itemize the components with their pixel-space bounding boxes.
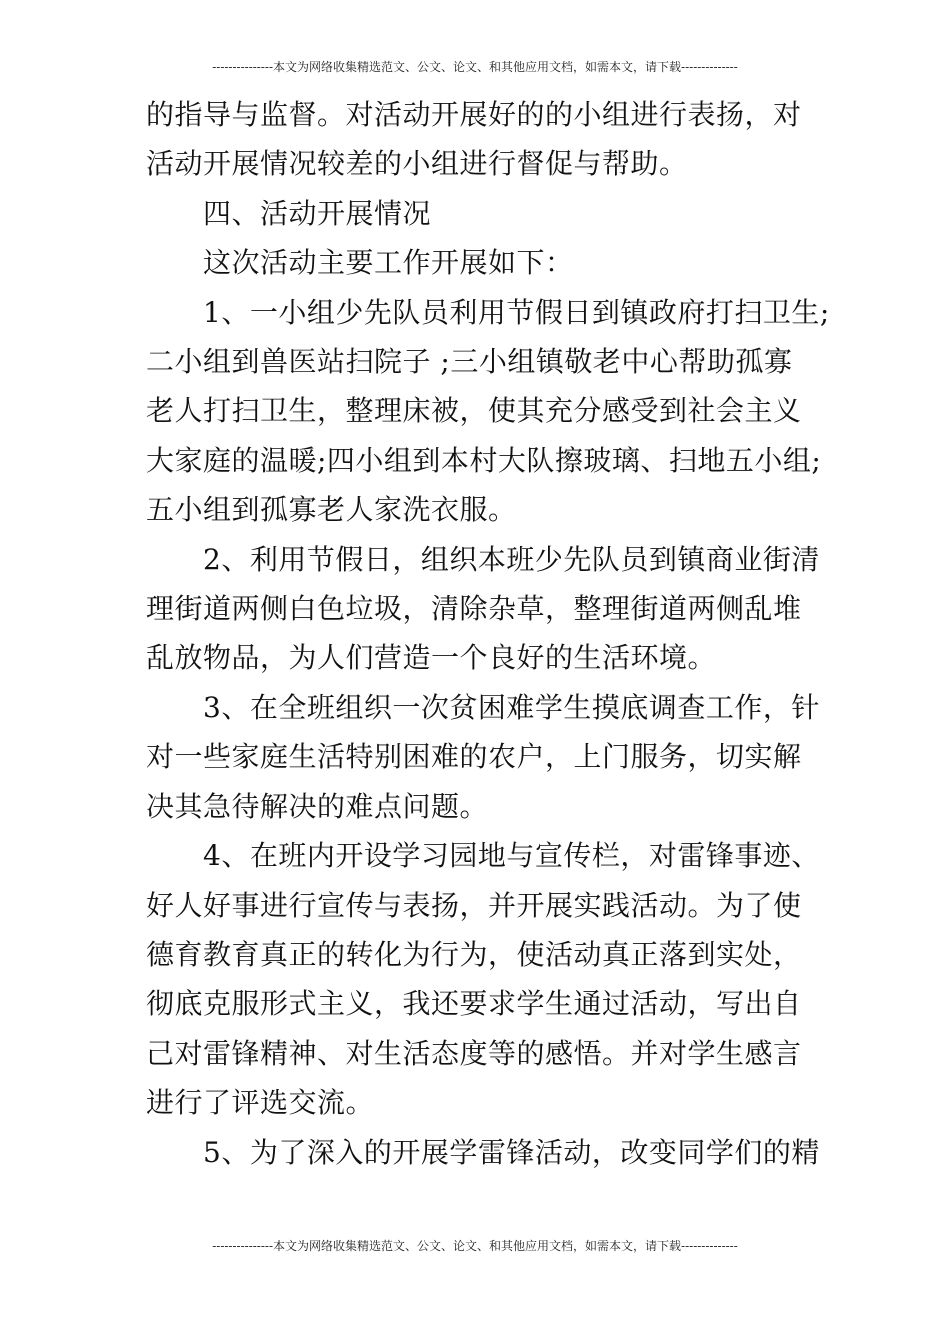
text-line: 的指导与监督。对活动开展好的的小组进行表扬，对 — [146, 98, 802, 131]
text-line: 老人打扫卫生，整理床被，使其充分感受到社会主义 — [146, 394, 802, 428]
text-line: 决其急待解决的难点问题。 — [146, 789, 489, 823]
text-line: 对一些家庭生活特别困难的农户，上门服务，切实解 — [146, 740, 802, 774]
text-line: 活动开展情况较差的小组进行督促与帮助。 — [146, 147, 688, 181]
text-line: 乱放物品，为人们营造一个良好的生活环境。 — [146, 641, 717, 675]
text-line: 彻底克服形式主义，我还要求学生通过活动，写出自 — [146, 987, 802, 1021]
text-line: 五小组到孤寡老人家洗衣服。 — [146, 493, 517, 527]
text-line: 大家庭的温暖;四小组到本村大队擦玻璃、扫地五小组; — [146, 443, 822, 477]
text-line: 理街道两侧白色垃圾，清除杂草，整理街道两侧乱堆 — [146, 592, 802, 626]
list-item-4-line: 4、在班内开设学习园地与宣传栏，对雷锋事迹、 — [203, 839, 820, 873]
page-header-notice: ---------------本文为网络收集精选范文、公文、论文、和其他应用文档，如需本文，请下载-------------- — [212, 60, 738, 74]
text-line: 己对雷锋精神、对生活态度等的感悟。并对学生感言 — [146, 1036, 802, 1070]
list-item-3-line: 3、在全班组织一次贫困难学生摸底调查工作，针 — [203, 690, 820, 724]
section-heading: 四、活动开展情况 — [203, 196, 432, 230]
document-body — [146, 90, 830, 1177]
text-line: 二小组到兽医站扫院子 ;三小组镇敬老中心帮助孤寡 — [146, 345, 793, 379]
text-line: 这次活动主要工作开展如下： — [203, 246, 574, 280]
list-item-5-line: 5、为了深入的开展学雷锋活动，改变同学们的精 — [203, 1135, 820, 1169]
list-item-2-line: 2、利用节假日，组织本班少先队员到镇商业街清 — [203, 542, 820, 576]
text-line: 进行了评选交流。 — [146, 1086, 375, 1120]
text-line: 德育教育真正的转化为行为，使活动真正落到实处， — [146, 937, 802, 971]
text-line: 好人好事进行宣传与表扬，并开展实践活动。为了使 — [146, 888, 802, 922]
page-footer-notice: ---------------本文为网络收集精选范文、公文、论文、和其他应用文档，如需本文，请下载-------------- — [212, 1239, 738, 1253]
list-item-1-line: 1、一小组少先队员利用节假日到镇政府打扫卫生; — [203, 295, 830, 329]
